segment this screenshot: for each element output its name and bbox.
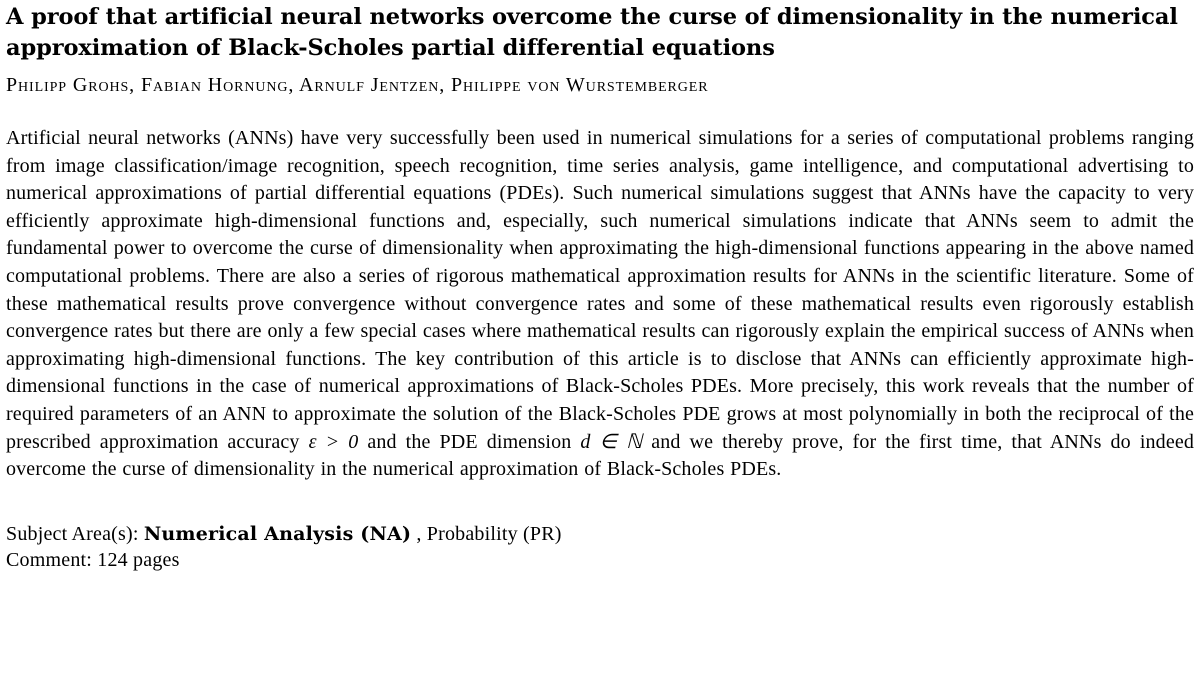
math-dimension: d ∈ ℕ [580, 430, 643, 453]
paper-comment: Comment: 124 pages [6, 548, 180, 571]
subject-label: Subject Area(s): [6, 522, 139, 545]
paper-page [6, 0, 1194, 573]
subject-primary: Numerical Analysis (NA) [143, 522, 412, 545]
math-epsilon: ε > 0 [308, 430, 359, 453]
paper-title: A proof that artificial neural networks overcome the curse of dimensionality in the numerical approximation of Black-Scholes partial differential equations [6, 4, 1178, 61]
subject-secondary: , Probability (PR) [416, 522, 562, 545]
paper-authors: Philipp Grohs, Fabian Hornung, Arnulf Jentzen, Philippe von Wurstemberger [6, 74, 709, 96]
abstract-text-1: Artificial neural networks (ANNs) have very successfully been used in numerical simulations for a series of computational problems ranging from image classification/image recognition, speech recognition, time series analysis, game intelligence, and computational advertising to numerical approximations of partial differential equations (PDEs). Such numerical simulations suggest that ANNs have the capacity to very efficiently approximate high-dimensional functions and, especially, such numerical simulations indicate that ANNs seem to admit the fundamental power to overcome the curse of dimensionality when approximating the high-dimensional functions appearing in the above named computational problems. There are also a series of rigorous mathematical approximation results for ANNs in the scientific literature. Some of these mathematical results prove convergence without convergence rates and some of these mathematical results even rigorously establish convergence rates but there are only a few special cases where mathematical results can rigorously explain the empirical success of ANNs when approximating high-dimensional functions. The key contribution of this article is to disclose that ANNs can efficiently approximate high-dimensional functions in the case of numerical approximations of Black-Scholes PDEs. More precisely, this work reveals that the number of required parameters of an ANN to approximate the solution of the Black-Scholes PDE grows at most polynomially in both the reciprocal of the prescribed approximation accuracy [6, 127, 1194, 453]
subject-area [6, 521, 1194, 547]
abstract-text-3: and we thereby prove, for the first time, that ANNs do indeed overcome the curse of dimensionality in the numerical approximation of Black-Scholes PDEs. [6, 430, 1195, 481]
paper-meta [6, 521, 1194, 573]
abstract-text-2: and the PDE dimension [367, 430, 572, 453]
paper-abstract [6, 125, 1194, 484]
